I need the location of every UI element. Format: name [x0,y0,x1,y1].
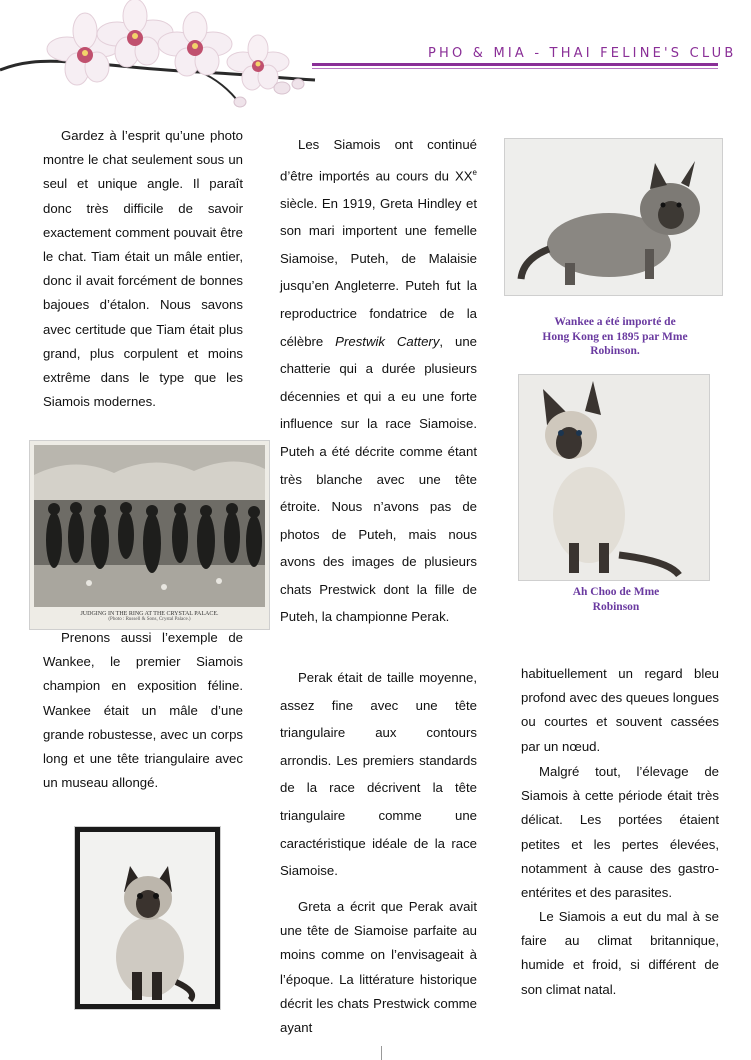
col1-paragraph-2: Prenons aussi l’exemple de Wankee, le premier Siamois champion en exposition féline. Wankee était un mâle d’une grande robustesse, avec un corps long et une tête triangulaire avec un museau allongé. [43,630,243,791]
col3-paragraph-1: habituellement un regard bleu profond avec des queues longues ou courtes et souvent cassées par un nœud. [521,666,719,754]
photo-caption-line-1: JUDGING IN THE RING AT THE CRYSTAL PALACE. [80,611,219,617]
orchid-branch-decoration [0,0,330,110]
col2-paragraph-1 [280,131,477,631]
crystal-palace-photo [29,440,270,630]
header-rule-bottom [312,68,718,69]
col2-p1-text-c: , une chatterie qui a durée plusieurs décennies et qui a eu une forte influence sur la race Siamoise. Puteh a été décrite comme étant très blanche avec une tête étroite. Nous n’avons pas de photos de Puteh, mais nous avons des images de plusieurs chats Prestwick dont la fille de Puteh, la championne Perak. [280,333,477,625]
col2-paragraph-3: Greta a écrit que Perak avait une tête de Siamoise parfaite au moins comme on l’envisageait à l’époque. La littérature historique décrit les chats Prestwick comme ayant [280,899,477,1036]
crowd-judging-image [34,445,265,607]
col2-p1-text-a: Les Siamois ont continué d’être importés au cours du XX [280,137,477,183]
header-rule-top [312,63,718,66]
page-footer-marker [381,1046,382,1060]
col1-paragraph-1: Gardez à l’esprit qu’une photo montre le chat seulement sous un seul et unique angle. Il paraît donc très difficile de savoir exactement comment pouvait être le chat. Tiam était un mâle entier, donc il avait forcément de bonnes bajoues d’étalon. Nous savons avec certitude que Tiam était plus grand, plus corpulent et moins extrême dans le type que les Siamois modernes. [43,128,243,410]
col2-p1-superscript: e [472,167,477,177]
col3-paragraph-2: Malgré tout, l’élevage de Siamois à cette période était très délicat. Les portées étaient petites et les pertes élevées, notamment à cause des gastro-entérites et des parasites. [521,764,719,901]
ah-choo-caption: Ah Choo de Mme Robinson [572,586,660,613]
header [0,0,751,110]
col2-p1-text-b: siècle. En 1919, Greta Hindley et son mari importent une femelle Siamoise, Puteh, de Malaisie jusqu’en Angleterre. Puteh fut la reproductrice fondatrice de la célèbre [280,195,477,349]
ah-choo-photo [518,374,710,581]
wankee-cat-image [505,139,722,295]
siamese-cat-portrait-photo [74,826,221,1010]
photo-caption-line-2: (Photo : Russell & Sons, Crystal Palace.) [108,617,191,622]
wankee-caption: Wankee a été importé de Hong Kong en 1895 par Mme Robinson. [542,316,688,357]
wankee-photo [504,138,723,296]
col3-paragraph-3: Le Siamois a eut du mal à se faire au climat britannique, humide et froid, si différent de son climat natal. [521,909,719,997]
siamese-cat-image [80,832,215,1004]
ah-choo-cat-image [519,375,709,580]
club-title: PHO & MIA - THAI FELINE'S CLUB [428,46,737,61]
col2-p1-italic-cattery: Prestwik Cattery [335,333,440,349]
col2-paragraph-2: Perak était de taille moyenne, assez fine avec une tête triangulaire aux contours arrondis. Les premiers standards de la race décrivent la tête triangulaire comme une caractéristique idéale de la race Siamoise. [280,670,477,879]
